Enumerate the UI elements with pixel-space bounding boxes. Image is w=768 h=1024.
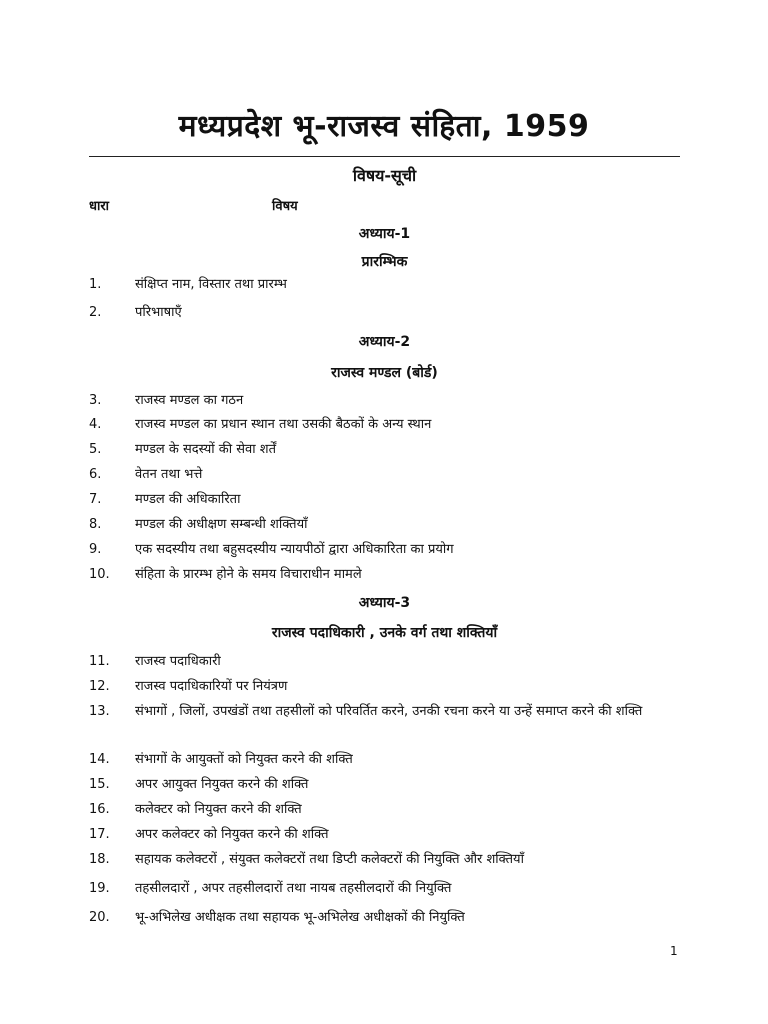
section-number: 5. [89,442,102,457]
section-number: 3. [89,393,102,408]
section-title: राजस्व पदाधिकारी [135,654,221,669]
section-title: राजस्व पदाधिकारियों पर नियंत्रण [135,679,288,694]
section-number: 8. [89,517,102,532]
section-title: राजस्व मण्डल का प्रधान स्थान तथा उसकी बैठकों के अन्य स्थान [135,417,432,432]
section-number: 15. [89,777,110,792]
section-number: 18. [89,852,110,867]
section-title: मण्डल की अधीक्षण सम्बन्धी शक्तियाँ [135,517,308,532]
section-number: 6. [89,467,102,482]
section-number: 11. [89,654,110,669]
chapter-label: अध्याय-3 [358,595,411,611]
section-title: वेतन तथा भत्ते [135,467,203,482]
section-title: सहायक कलेक्टरों , संयुक्त कलेक्टरों तथा डिप्टी कलेक्टरों की नियुक्ति और शक्तियाँ [135,852,524,867]
section-title: तहसीलदारों , अपर तहसीलदारों तथा नायब तहसीलदारों की नियुक्ति [135,881,452,896]
section-number: 13. [89,704,110,719]
chapter-heading: प्रारम्भिक [361,254,408,270]
section-title: संक्षिप्त नाम, विस्तार तथा प्रारम्भ [135,277,287,292]
section-title: मण्डल की अधिकारिता [135,492,241,507]
section-number: 7. [89,492,102,507]
section-title: संभागों के आयुक्तों को नियुक्त करने की शक्ति [135,752,353,767]
section-title: अपर आयुक्त नियुक्त करने की शक्ति [135,777,309,792]
section-title: भू-अभिलेख अधीक्षक तथा सहायक भू-अभिलेख अधीक्षकों की नियुक्ति [135,910,465,925]
chapter-heading: राजस्व मण्डल (बोर्ड) [331,365,438,381]
section-title: अपर कलेक्टर को नियुक्त करने की शक्ति [135,827,329,842]
section-title: संभागों , जिलों, उपखंडों तथा तहसीलों को परिवर्तित करने, उनकी रचना करने या उन्हें समाप्त करने की शक्ति [135,704,643,719]
section-number: 17. [89,827,110,842]
section-title: कलेक्टर को नियुक्त करने की शक्ति [135,802,302,817]
section-title: राजस्व मण्डल का गठन [135,393,244,408]
section-title: मण्डल के सदस्यों की सेवा शर्तें [135,442,277,457]
section-number: 12. [89,679,110,694]
column-header-subject: विषय [272,199,298,214]
title-divider [89,156,680,157]
section-number: 10. [89,567,110,582]
chapter-label: अध्याय-1 [358,226,411,242]
chapter-label: अध्याय-2 [358,334,411,350]
section-number: 20. [89,910,110,925]
chapter-heading: राजस्व पदाधिकारी , उनके वर्ग तथा शक्तियाँ [271,625,498,641]
section-number: 9. [89,542,102,557]
section-number: 19. [89,881,110,896]
section-number: 1. [89,277,102,292]
section-title: एक सदस्यीय तथा बहुसदस्यीय न्यायपीठों द्वारा अधिकारिता का प्रयोग [135,542,454,557]
section-number: 14. [89,752,110,767]
section-title: परिभाषाएँ [135,305,182,320]
section-number: 4. [89,417,102,432]
section-title: संहिता के प्रारम्भ होने के समय विचाराधीन मामले [135,567,362,582]
toc-title: विषय-सूची [352,166,417,185]
section-number: 2. [89,305,102,320]
page-title: मध्यप्रदेश भू-राजस्व संहिता, 1959 [178,109,590,144]
column-header-section: धारा [89,199,110,214]
section-number: 16. [89,802,110,817]
page-number: 1 [670,944,678,958]
